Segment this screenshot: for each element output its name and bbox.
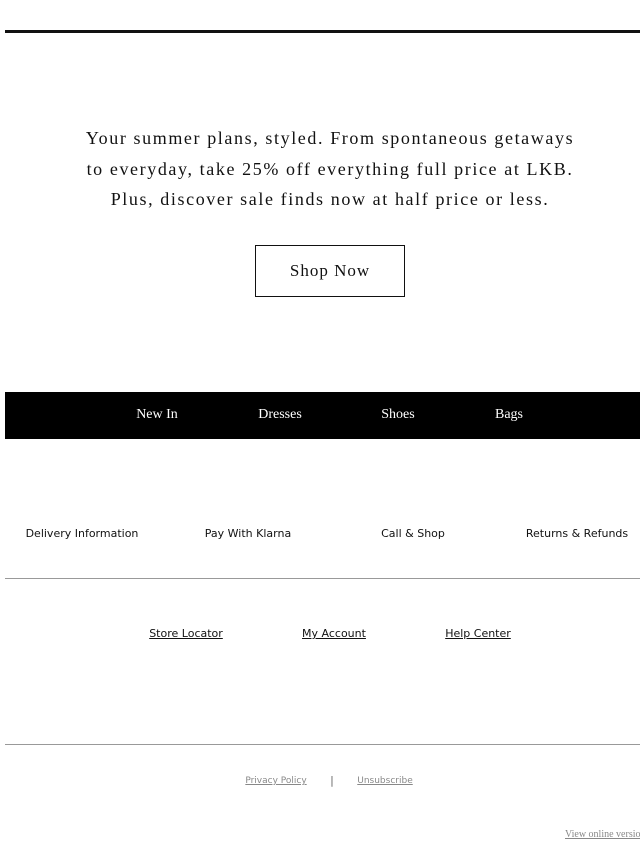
privacy-policy-link[interactable]: Privacy Policy [245, 776, 307, 786]
category-nav-bar [5, 392, 640, 439]
shop-now-button[interactable]: Shop Now [255, 245, 405, 297]
pay-with-klarna-link[interactable]: Pay With Klarna [204, 527, 292, 540]
nav-item-shoes[interactable]: Shoes [381, 407, 415, 422]
nav-item-dresses[interactable]: Dresses [258, 407, 302, 422]
my-account-link[interactable]: My Account [302, 627, 366, 640]
view-online-version-link[interactable]: View online versio [565, 829, 640, 840]
returns-and-refunds-link[interactable]: Returns & Refunds [525, 527, 629, 540]
promo-line-2: to everyday, take 25% off everything full price at LKB. [86, 158, 574, 179]
delivery-information-link[interactable]: Delivery Information [25, 527, 139, 540]
call-and-shop-link[interactable]: Call & Shop [381, 527, 445, 540]
promo-line-1: Your summer plans, styled. From spontaneous getaways [85, 128, 575, 148]
footer-divider [5, 744, 640, 745]
nav-item-bags[interactable]: Bags [495, 407, 523, 422]
help-center-link[interactable]: Help Center [445, 627, 511, 640]
promo-line-3: Plus, discover sale finds now at half price or less. [110, 189, 550, 209]
store-locator-link[interactable]: Store Locator [149, 627, 223, 640]
section-divider [5, 578, 640, 579]
nav-item-new-in[interactable]: New In [136, 407, 178, 422]
unsubscribe-link[interactable]: Unsubscribe [357, 776, 413, 786]
promo-message [5, 123, 640, 215]
footer-separator: | [330, 774, 334, 787]
header-divider [5, 30, 640, 33]
